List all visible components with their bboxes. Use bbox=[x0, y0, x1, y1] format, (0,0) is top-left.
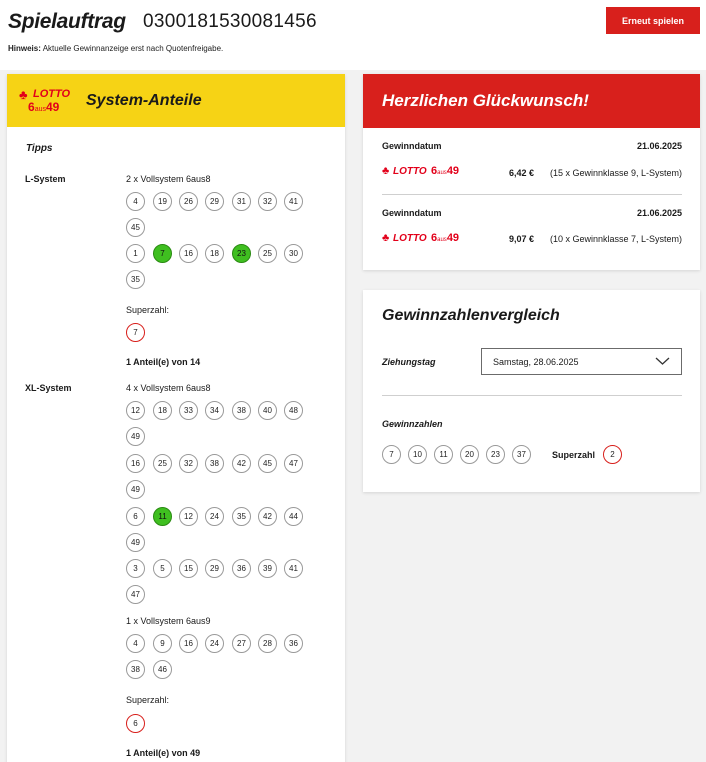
number-ball: 36 bbox=[232, 559, 251, 578]
number-ball: 28 bbox=[258, 634, 277, 653]
win-lotto-logo bbox=[382, 165, 468, 179]
order-number: 0300181530081456 bbox=[143, 11, 317, 32]
number-ball: 40 bbox=[258, 401, 277, 420]
mini-logo-word: LOTTO bbox=[393, 233, 427, 244]
number-ball: 4 bbox=[126, 634, 145, 653]
win-amount: 6,42 € bbox=[509, 168, 535, 178]
page-title: Spielauftrag bbox=[8, 10, 126, 33]
number-ball: 39 bbox=[258, 559, 277, 578]
clover-icon: ♣ bbox=[382, 165, 390, 177]
number-ball: 41 bbox=[284, 192, 303, 211]
logo-sub bbox=[28, 100, 59, 117]
comparison-title: Gewinnzahlenvergleich bbox=[382, 307, 560, 324]
number-ball: 35 bbox=[126, 270, 145, 289]
comparison-divider bbox=[382, 395, 682, 396]
logo-word: LOTTO bbox=[33, 88, 71, 100]
number-ball: 48 bbox=[284, 401, 303, 420]
comparison-card bbox=[363, 290, 700, 492]
win-date-label: Gewinndatum bbox=[382, 141, 442, 151]
xl-system-sub-label: 4 x Vollsystem 6aus8 bbox=[126, 383, 211, 393]
number-ball: 25 bbox=[153, 454, 172, 473]
winning-number-ball: 10 bbox=[408, 445, 427, 464]
number-ball: 29 bbox=[205, 559, 224, 578]
number-ball: 18 bbox=[153, 401, 172, 420]
number-ball: 9 bbox=[153, 634, 172, 653]
tipps-heading: Tipps bbox=[26, 143, 53, 154]
winning-number-ball: 37 bbox=[512, 445, 531, 464]
comparison-superzahl-ball: 2 bbox=[603, 445, 622, 464]
number-ball: 44 bbox=[284, 507, 303, 526]
win-amount: 9,07 € bbox=[509, 234, 535, 244]
page-header bbox=[0, 0, 706, 70]
number-ball: 42 bbox=[232, 454, 251, 473]
number-ball: 1 bbox=[126, 244, 145, 263]
number-ball: 27 bbox=[232, 634, 251, 653]
clover-icon: ♣ bbox=[19, 87, 28, 102]
mini-logo-sub-a: 6 bbox=[431, 232, 438, 244]
win-divider bbox=[382, 194, 682, 195]
number-ball: 25 bbox=[258, 244, 277, 263]
winnings-card bbox=[363, 74, 700, 270]
mini-logo-sub-b: 49 bbox=[446, 232, 460, 244]
winning-number-ball: 11 bbox=[434, 445, 453, 464]
number-ball: 36 bbox=[284, 634, 303, 653]
number-ball: 12 bbox=[126, 401, 145, 420]
number-ball: 18 bbox=[205, 244, 224, 263]
win-detail: (10 x Gewinnklasse 7, L-System) bbox=[549, 234, 682, 244]
number-ball: 16 bbox=[179, 634, 198, 653]
l-system-sub-label: 2 x Vollsystem 6aus8 bbox=[126, 174, 211, 184]
draw-day-label: Ziehungstag bbox=[382, 357, 436, 367]
l-system-superzahl-ball: 7 bbox=[126, 323, 145, 342]
number-ball: 4 bbox=[126, 192, 145, 211]
winning-number-ball: 23 bbox=[486, 445, 505, 464]
number-ball: 46 bbox=[153, 660, 172, 679]
winnings-title: Herzlichen Glückwunsch! bbox=[382, 91, 589, 110]
win-date: 21.06.2025 bbox=[636, 208, 682, 218]
number-ball: 5 bbox=[153, 559, 172, 578]
number-ball: 29 bbox=[205, 192, 224, 211]
number-ball: 16 bbox=[126, 454, 145, 473]
number-ball: 33 bbox=[179, 401, 198, 420]
win-lotto-logo bbox=[382, 232, 468, 246]
number-ball: 32 bbox=[179, 454, 198, 473]
number-ball: 26 bbox=[179, 192, 198, 211]
winning-number-ball: 20 bbox=[460, 445, 479, 464]
number-ball: 3 bbox=[126, 559, 145, 578]
l-system-share: 1 Anteil(e) von 14 bbox=[126, 357, 201, 367]
number-ball: 16 bbox=[179, 244, 198, 263]
number-ball: 49 bbox=[126, 533, 145, 552]
logo-sub-a: 6 bbox=[28, 100, 35, 114]
number-ball: 47 bbox=[126, 585, 145, 604]
chevron-down-icon bbox=[655, 356, 670, 366]
mini-logo-sub bbox=[431, 166, 459, 179]
number-ball: 23 bbox=[232, 244, 251, 263]
winnings-header bbox=[363, 74, 700, 128]
number-ball: 31 bbox=[232, 192, 251, 211]
number-ball: 45 bbox=[126, 218, 145, 237]
ticket-card-header bbox=[7, 74, 345, 127]
hint-text bbox=[8, 44, 223, 53]
number-ball: 7 bbox=[153, 244, 172, 263]
logo-sub-small: aus bbox=[34, 106, 46, 113]
number-ball: 41 bbox=[284, 559, 303, 578]
number-ball: 30 bbox=[284, 244, 303, 263]
number-ball: 42 bbox=[258, 507, 277, 526]
comparison-superzahl-label: Superzahl bbox=[552, 450, 596, 460]
mini-logo-sub bbox=[431, 233, 459, 246]
mini-logo-sub-small: aus bbox=[437, 237, 447, 243]
winning-number-ball: 7 bbox=[382, 445, 401, 464]
mini-logo-sub-small: aus bbox=[437, 170, 447, 176]
win-date: 21.06.2025 bbox=[636, 141, 682, 151]
number-ball: 49 bbox=[126, 427, 145, 446]
hint-label: Hinweis: bbox=[8, 44, 41, 53]
ticket-title: System-Anteile bbox=[86, 92, 202, 109]
number-ball: 15 bbox=[179, 559, 198, 578]
number-ball: 6 bbox=[126, 507, 145, 526]
number-ball: 38 bbox=[126, 660, 145, 679]
number-ball: 24 bbox=[205, 634, 224, 653]
lotto-logo bbox=[19, 88, 75, 116]
number-ball: 19 bbox=[153, 192, 172, 211]
number-ball: 38 bbox=[205, 454, 224, 473]
xl-system-label: XL-System bbox=[25, 383, 72, 393]
mini-logo-sub-a: 6 bbox=[431, 165, 438, 177]
number-ball: 38 bbox=[232, 401, 251, 420]
draw-day-select[interactable] bbox=[481, 348, 682, 375]
l-system-superzahl-label: Superzahl: bbox=[126, 305, 170, 315]
numbers-label: Gewinnzahlen bbox=[382, 419, 443, 429]
hint-message: Aktuelle Gewinnanzeige erst nach Quotenfreigabe. bbox=[40, 44, 224, 53]
ticket-card bbox=[7, 74, 345, 762]
number-ball: 35 bbox=[232, 507, 251, 526]
xl-system-superzahl-label: Superzahl: bbox=[126, 695, 170, 705]
number-ball: 12 bbox=[179, 507, 198, 526]
number-ball: 45 bbox=[258, 454, 277, 473]
number-ball: 47 bbox=[284, 454, 303, 473]
number-ball: 24 bbox=[205, 507, 224, 526]
xl-system-sub-label-2: 1 x Vollsystem 6aus9 bbox=[126, 616, 211, 626]
mini-logo-sub-b: 49 bbox=[446, 165, 460, 177]
logo-sub-b: 49 bbox=[45, 100, 60, 114]
draw-day-value: Samstag, 28.06.2025 bbox=[493, 357, 579, 367]
l-system-label: L-System bbox=[25, 174, 66, 184]
mini-logo-word: LOTTO bbox=[393, 166, 427, 177]
clover-icon: ♣ bbox=[382, 232, 390, 244]
win-date-label: Gewinndatum bbox=[382, 208, 442, 218]
number-ball: 49 bbox=[126, 480, 145, 499]
replay-button[interactable]: Erneut spielen bbox=[606, 7, 700, 34]
xl-system-share: 1 Anteil(e) von 49 bbox=[126, 748, 201, 758]
number-ball: 11 bbox=[153, 507, 172, 526]
number-ball: 34 bbox=[205, 401, 224, 420]
number-ball: 32 bbox=[258, 192, 277, 211]
xl-system-superzahl-ball: 6 bbox=[126, 714, 145, 733]
win-detail: (15 x Gewinnklasse 9, L-System) bbox=[549, 168, 682, 178]
